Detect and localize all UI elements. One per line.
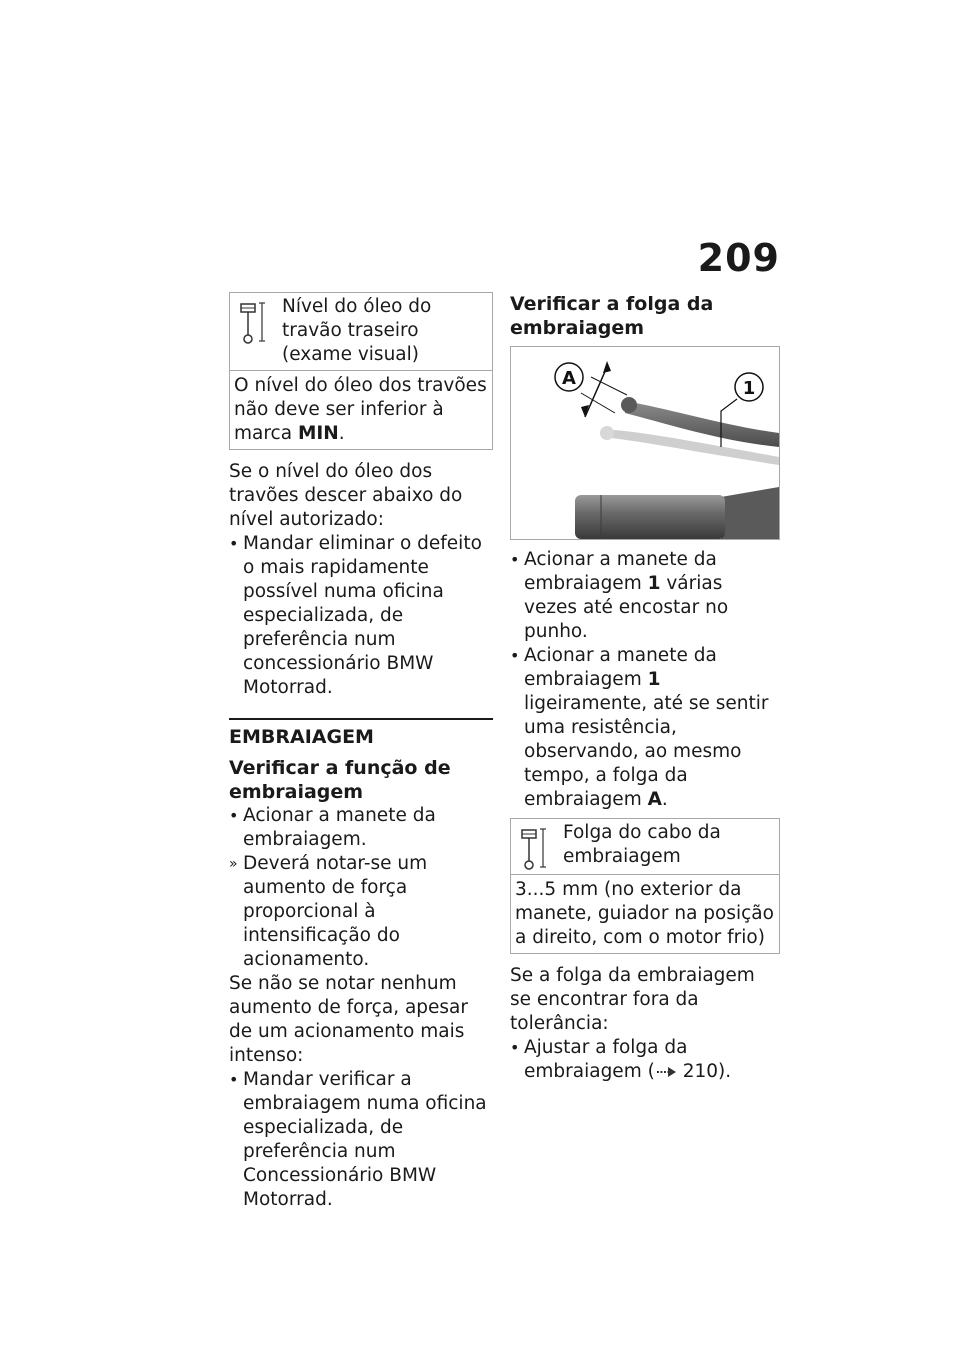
arrow-head-icon bbox=[603, 361, 611, 373]
list-item: • Ajustar a folga da embraiagem ( 210). bbox=[510, 1036, 780, 1084]
switch-housing bbox=[721, 487, 779, 539]
list-item: • Mandar eliminar o defeito o mais rapidamente possível numa oficina especializada, de preferência num concessionário BMW Motorrad. bbox=[229, 532, 493, 700]
left-column bbox=[229, 292, 493, 1212]
subheading: Verificar a folga da embraiagem bbox=[510, 293, 714, 339]
page-number: 209 bbox=[697, 236, 780, 280]
clutch-lever-figure bbox=[510, 346, 780, 540]
spec-value: 3...5 mm (no exterior da manete, guiador na posição a direito, com o motor frio) bbox=[515, 879, 774, 948]
page-reference-arrow-icon bbox=[655, 1066, 677, 1078]
right-column bbox=[510, 292, 780, 1084]
condition-paragraph: Se a folga da embraiagem se encontrar fora da tolerância: bbox=[510, 965, 755, 1034]
list-item: • Acionar a manete da embraiagem 1 várias vezes até encostar no punho. bbox=[510, 548, 780, 644]
section-title: EMBRAIAGEM bbox=[229, 726, 374, 748]
intro-paragraph: Se o nível do óleo dos travões descer abaixo do nível autorizado: bbox=[229, 461, 463, 530]
page-reference-link[interactable]: 210 bbox=[682, 1061, 719, 1082]
list-item: • Acionar a manete da embraiagem. bbox=[229, 804, 493, 852]
result-item: » Deverá notar-se um aumento de força proporcional à intensificação do acionamento. bbox=[229, 853, 428, 970]
condition-paragraph: Se não se notar nenhum aumento de força, apesar de um acionamento mais intenso: bbox=[229, 973, 468, 1066]
callout-a-label: A bbox=[562, 368, 576, 389]
spec-value: O nível do óleo dos travões não deve ser inferior à marca MIN. bbox=[234, 375, 487, 444]
spec-box-header bbox=[511, 819, 779, 875]
callout-1-label: 1 bbox=[742, 378, 756, 399]
bullet-icon bbox=[510, 644, 519, 668]
measurement-gauge-icon bbox=[238, 301, 270, 345]
spec-title: Folga do cabo da embraiagem bbox=[563, 822, 721, 867]
bullet-icon bbox=[510, 548, 519, 572]
list-item: • Mandar verificar a embraiagem numa oficina especializada, de preferência num Concessionário BMW Motorrad. bbox=[229, 1068, 493, 1212]
spec-title: Nível do óleo do travão traseiro (exame visual) bbox=[282, 296, 432, 365]
gap-arrow-upper bbox=[585, 367, 607, 417]
list-item: • Acionar a manete da embraiagem 1 ligeiramente, até se sentir uma resistência, observando, ao mesmo tempo, a folga da embraiagem A. bbox=[510, 644, 780, 812]
bullet-icon bbox=[510, 1036, 519, 1060]
lever-tip bbox=[621, 397, 637, 413]
bullet-icon bbox=[229, 804, 238, 828]
bullet-icon bbox=[229, 1068, 238, 1092]
section-divider bbox=[229, 718, 493, 750]
result-marker-icon: » bbox=[229, 856, 238, 872]
spec-box-header bbox=[230, 293, 492, 371]
subheading: Verificar a função de embraiagem bbox=[229, 757, 451, 803]
brake-oil-spec-box bbox=[229, 292, 493, 450]
clutch-play-spec-box bbox=[510, 818, 780, 954]
measurement-gauge-icon bbox=[519, 827, 551, 871]
clutch-lever-illustration bbox=[511, 347, 779, 539]
lever-tip-released bbox=[600, 426, 614, 440]
bullet-icon bbox=[229, 532, 238, 556]
handlebar-grip bbox=[575, 495, 725, 539]
